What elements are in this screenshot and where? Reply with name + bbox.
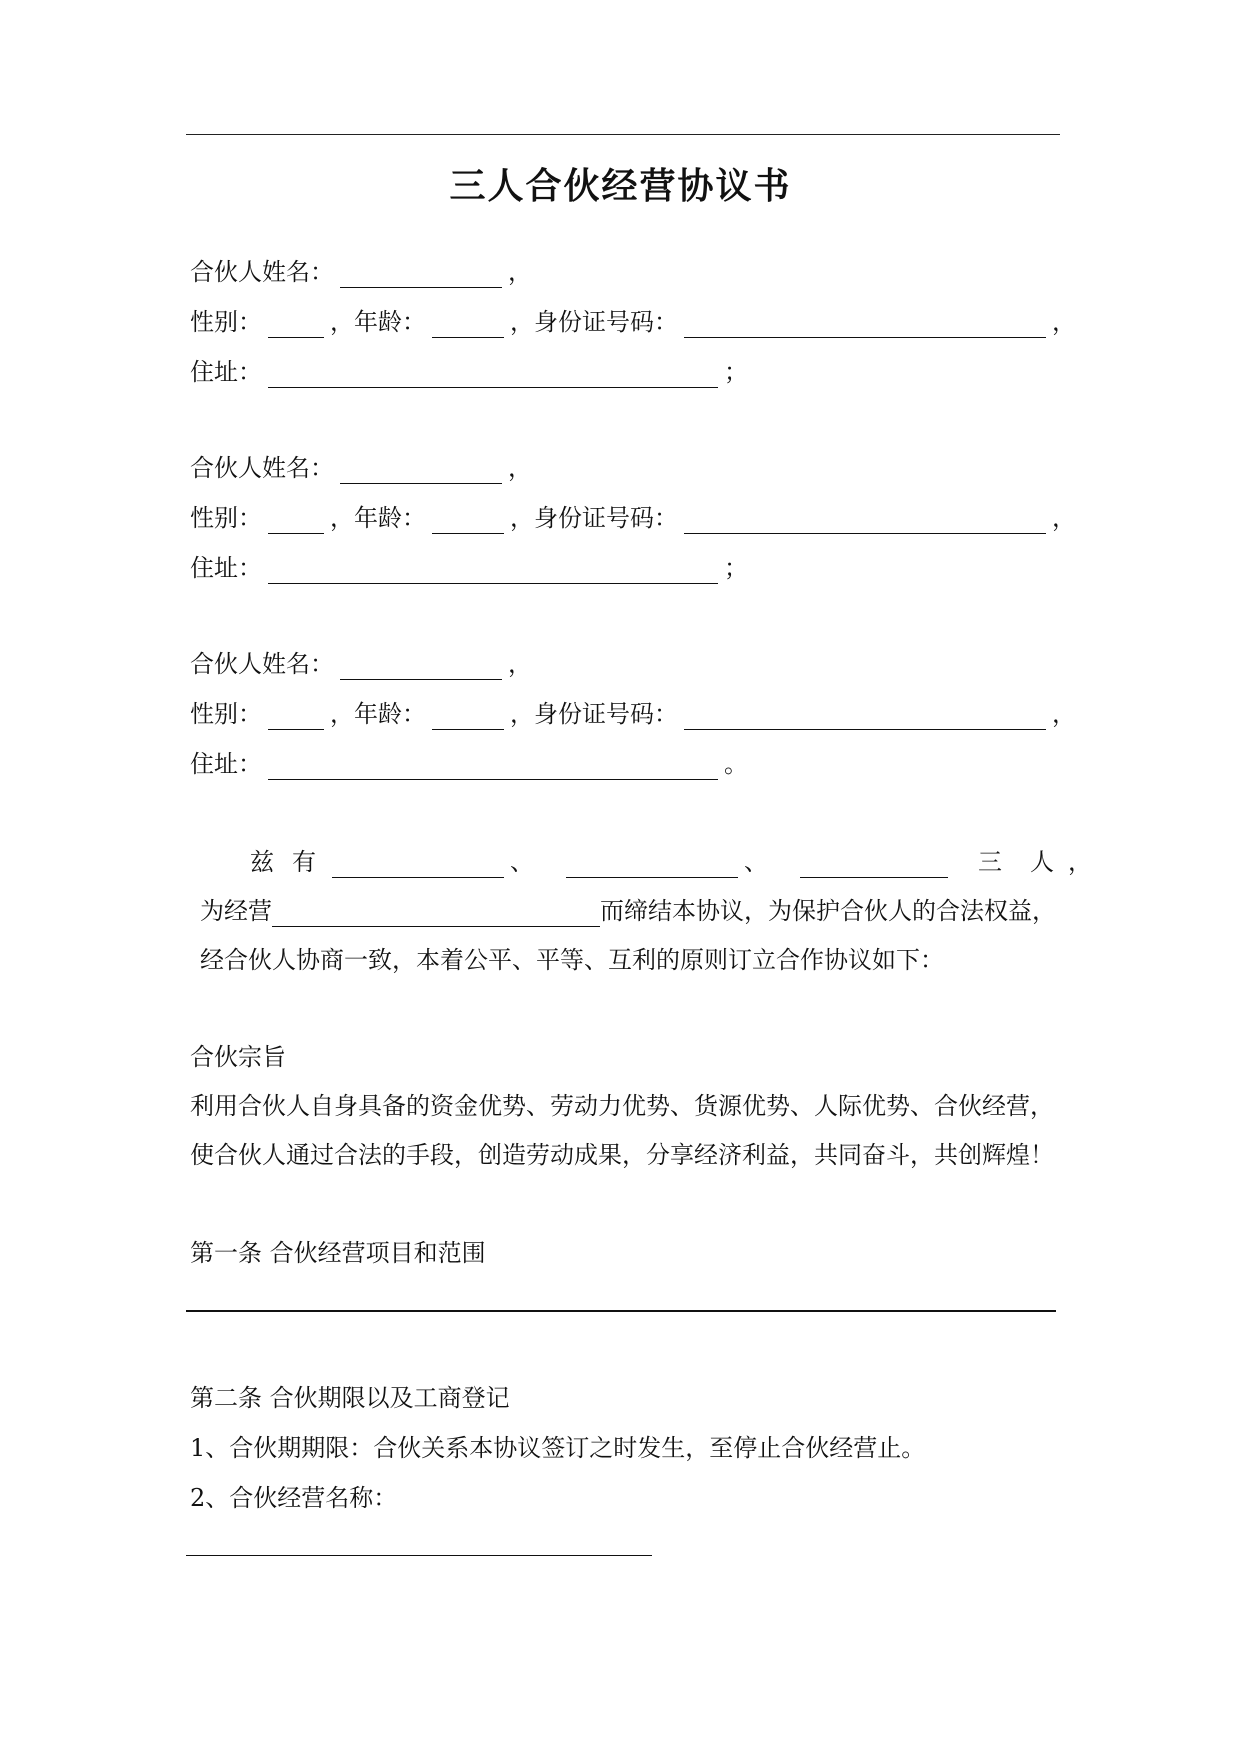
- article-2-item-2: 2、合伙经营名称：: [190, 1484, 398, 1512]
- sex-blank[interactable]: [268, 311, 324, 338]
- age-blank[interactable]: [432, 311, 504, 338]
- id-blank[interactable]: [684, 703, 1046, 730]
- sex-blank[interactable]: [268, 703, 324, 730]
- name-label: 合伙人姓名：: [190, 650, 334, 678]
- age-blank[interactable]: [432, 703, 504, 730]
- name-blank[interactable]: [340, 457, 502, 484]
- age-label: ，年龄：: [330, 700, 426, 728]
- partner-2-info-row: 性别： ，年龄： ，身份证号码： ，: [190, 504, 1076, 532]
- partner-3-address-row: 住址： 。: [190, 750, 748, 778]
- partner-blank-2[interactable]: [566, 851, 738, 878]
- address-blank[interactable]: [268, 361, 718, 388]
- partner-3-info-row: 性别： ，年龄： ，身份证号码： ，: [190, 700, 1076, 728]
- partner-3-name-row: 合伙人姓名： ，: [190, 650, 532, 678]
- age-label: ，年龄：: [330, 504, 426, 532]
- name-blank[interactable]: [340, 653, 502, 680]
- purpose-heading: 合伙宗旨: [190, 1043, 286, 1071]
- address-label: 住址：: [190, 358, 262, 386]
- intro-line-1: 兹 有 、 、 三 人 ，: [250, 848, 1092, 876]
- address-blank[interactable]: [268, 557, 718, 584]
- address-label: 住址：: [190, 750, 262, 778]
- id-blank[interactable]: [684, 311, 1046, 338]
- intro-line-2: 为经营 而缔结本协议，为保护合伙人的合法权益，: [200, 897, 1056, 925]
- id-label: ，身份证号码：: [510, 700, 678, 728]
- partner-blank-3[interactable]: [800, 851, 948, 878]
- article-1-heading: 第一条 合伙经营项目和范围: [190, 1239, 486, 1267]
- article-2-item-1: 1、合伙期期限：合伙关系本协议签订之时发生，至停止合伙经营止。: [190, 1434, 926, 1462]
- intro-line-3: 经合伙人协商一致，本着公平、平等、互利的原则订立合作协议如下：: [200, 946, 944, 974]
- article-2-heading: 第二条 合伙期限以及工商登记: [190, 1384, 510, 1412]
- article-1-blank-line[interactable]: [186, 1310, 1056, 1312]
- purpose-line-1: 利用合伙人自身具备的资金优势、劳动力优势、货源优势、人际优势、合伙经营，: [190, 1092, 1054, 1120]
- partner-blank-1[interactable]: [332, 851, 504, 878]
- name-label: 合伙人姓名：: [190, 258, 334, 286]
- purpose-line-2: 使合伙人通过合法的手段，创造劳动成果，分享经济利益，共同奋斗，共创辉煌！: [190, 1141, 1054, 1169]
- business-name-blank-line[interactable]: [186, 1555, 652, 1556]
- partner-2-name-row: 合伙人姓名： ，: [190, 454, 532, 482]
- name-blank[interactable]: [340, 261, 502, 288]
- partner-1-name-row: 合伙人姓名： ，: [190, 258, 532, 286]
- address-label: 住址：: [190, 554, 262, 582]
- sex-blank[interactable]: [268, 507, 324, 534]
- business-blank[interactable]: [272, 900, 600, 927]
- sex-label: 性别：: [190, 504, 262, 532]
- name-label: 合伙人姓名：: [190, 454, 334, 482]
- partner-2-address-row: 住址： ；: [190, 554, 748, 582]
- sex-label: 性别：: [190, 308, 262, 336]
- header-rule: [186, 134, 1060, 135]
- partner-1-address-row: 住址： ；: [190, 358, 748, 386]
- address-blank[interactable]: [268, 753, 718, 780]
- partner-1-info-row: 性别： ，年龄： ，身份证号码： ，: [190, 308, 1076, 336]
- document-title: 三人合伙经营协议书: [449, 165, 792, 207]
- id-label: ，身份证号码：: [510, 308, 678, 336]
- sex-label: 性别：: [190, 700, 262, 728]
- id-blank[interactable]: [684, 507, 1046, 534]
- age-label: ，年龄：: [330, 308, 426, 336]
- age-blank[interactable]: [432, 507, 504, 534]
- id-label: ，身份证号码：: [510, 504, 678, 532]
